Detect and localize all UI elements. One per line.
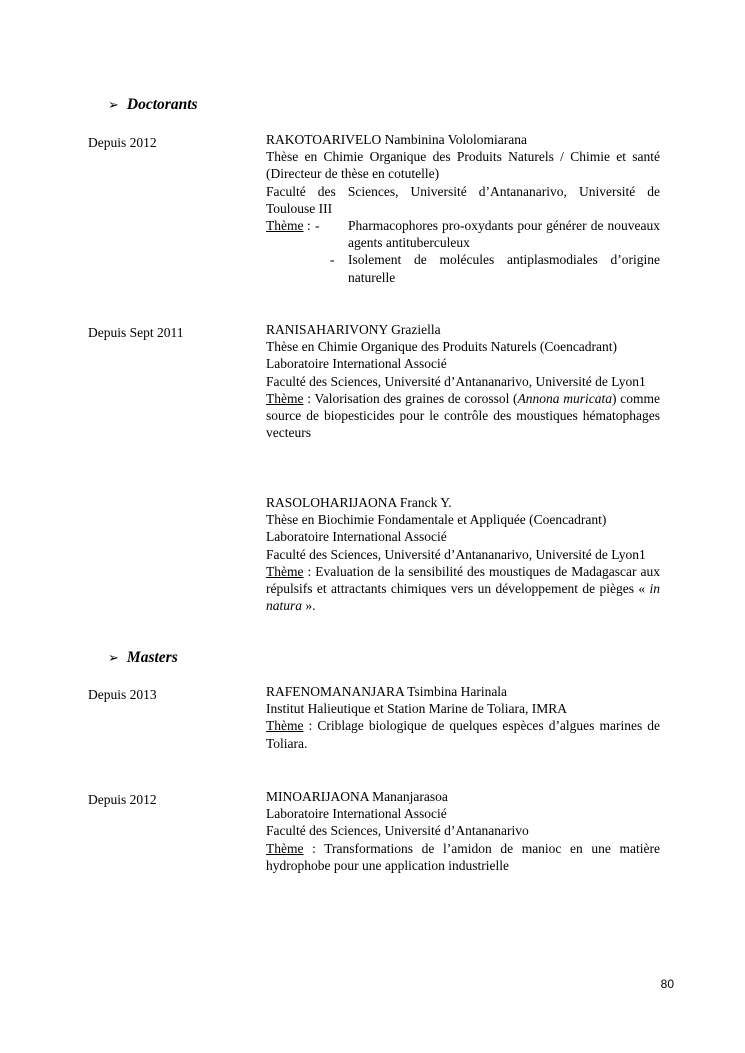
section-title: Doctorants <box>126 96 198 113</box>
theme-text: Criblage biologique de quelques espèces d’algues marines de Toliara. <box>266 718 660 751</box>
theme-item: Isolement de molécules antiplasmodiales d’origine naturelle <box>348 252 660 285</box>
theme-label: Thème <box>266 218 304 234</box>
theme-text: ». <box>302 598 316 614</box>
section-heading-doctorants <box>108 96 198 113</box>
student-name: MINOARIJAONA Mananjarasoa <box>266 789 448 804</box>
theme-paragraph: Thème : Valorisation des graines de corossol (Annona muricata) comme source de biopesticides pour le contrôle des moustiques hématophages vecteurs <box>266 390 661 441</box>
theme-row: - Isolement de molécules antiplasmodiales d’origine naturelle <box>330 252 660 285</box>
theme-text: Evaluation de la sensibilité des moustiques de Madagascar aux répulsifs et attractants chimiques vers un développement de pièges « <box>266 563 660 597</box>
theme-row: Thème : - Pharmacophores pro-oxydants pour générer de nouveaux agents antituberculeux <box>266 218 660 251</box>
faculty: Faculté des Sciences, Université d’Antananarivo <box>266 823 529 839</box>
arrow-bullet-icon: ➢ <box>108 650 119 665</box>
entry-date: Depuis 2013 <box>88 687 157 702</box>
master-entry <box>266 683 660 752</box>
faculty: Faculté des Sciences, Université d’Antananarivo, Université de Toulouse III <box>266 183 660 216</box>
theme-label: Thème <box>266 840 304 856</box>
theme-paragraph: Thème : Evaluation de la sensibilité des moustiques de Madagascar aux répulsifs et attractants chimiques vers un développement de pièges « in natura ». <box>266 563 660 614</box>
theme-label: Thème <box>266 563 304 579</box>
italic-term: in natura <box>266 581 660 614</box>
section-title: Masters <box>126 649 178 666</box>
doctorant-entry <box>266 131 660 286</box>
student-name: RAKOTOARIVELO Nambinina Vololomiarana <box>266 132 527 147</box>
species-name: Annona muricata <box>517 390 613 406</box>
theme-text: Valorisation des graines de corossol ( <box>314 390 518 406</box>
theme-text: Transformations de l’amidon de manioc en une matière hydrophobe pour une application industrielle <box>266 840 660 873</box>
entry-date: Depuis Sept 2011 <box>88 325 184 340</box>
thesis-title: Thèse en Chimie Organique des Produits Naturels (Coencadrant) <box>266 339 618 355</box>
theme-label: Thème <box>266 718 304 734</box>
theme-item: Pharmacophores pro-oxydants pour générer de nouveaux agents antituberculeux <box>348 218 660 251</box>
doctorant-entry <box>266 494 660 614</box>
entry-date: Depuis 2012 <box>88 135 157 150</box>
student-name: RASOLOHARIJAONA Franck Y. <box>266 495 452 510</box>
doctorant-entry <box>266 321 660 441</box>
student-name: RAFENOMANANJARA Tsimbina Harinala <box>266 684 508 699</box>
theme-paragraph: Thème : Criblage biologique de quelques espèces d’algues marines de Toliara. <box>266 718 660 751</box>
arrow-bullet-icon: ➢ <box>108 97 119 112</box>
entry-date: Depuis 2012 <box>88 792 157 807</box>
institute: Institut Halieutique et Station Marine de Toliara, IMRA <box>266 701 567 717</box>
thesis-title: Thèse en Chimie Organique des Produits Naturels / Chimie et santé (Directeur de thèse en cotutelle) <box>266 149 660 182</box>
theme-label: Thème <box>266 390 304 406</box>
theme-text: ) comme source de biopesticides pour le contrôle des moustiques hématophages vecteurs <box>266 390 661 441</box>
faculty: Faculté des Sciences, Université d’Antananarivo, Université de Lyon1 <box>266 546 646 562</box>
laboratory: Laboratoire International Associé <box>266 529 447 545</box>
section-heading-masters <box>108 649 178 666</box>
theme-paragraph: Thème : Transformations de l’amidon de manioc en une matière hydrophobe pour une application industrielle <box>266 840 660 873</box>
laboratory: Laboratoire International Associé <box>266 356 447 372</box>
student-name: RANISAHARIVONY Graziella <box>266 322 441 337</box>
page-number: 80 <box>660 977 674 991</box>
thesis-title: Thèse en Biochimie Fondamentale et Appliquée (Coencadrant) <box>266 512 607 528</box>
master-entry <box>266 788 660 874</box>
laboratory: Laboratoire International Associé <box>266 806 447 822</box>
faculty: Faculté des Sciences, Université d’Antananarivo, Université de Lyon1 <box>266 373 646 389</box>
